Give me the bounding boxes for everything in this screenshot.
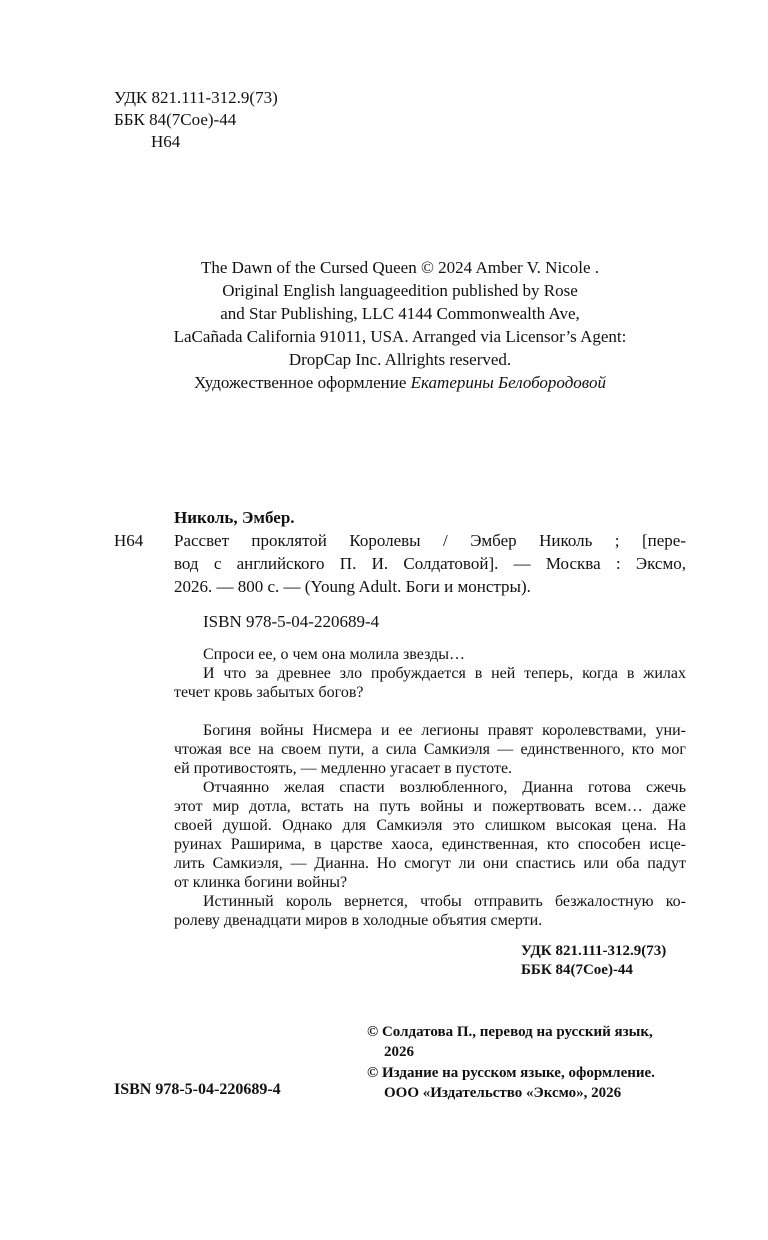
annotation-line: руинах Раширима, в царстве хаоса, единственная, кто способен исце-: [174, 836, 686, 853]
annotation-teaser-line: Спроси ее, о чем она молила звезды…: [203, 646, 465, 663]
author-mark: Н64: [151, 132, 181, 151]
catalog-isbn: ISBN 978-5-04-220689-4: [203, 612, 380, 631]
annotation-line: лить Самкиэля, — Дианна. Но смогут ли они спастись или оба падут: [174, 855, 686, 872]
annotation-line: ролеву двенадцати миров в холодные объятия смерти.: [174, 912, 543, 929]
design-credit-prefix: Художественное оформление: [194, 373, 411, 392]
annotation-line: своей душой. Однако для Самкиэля это слишком высокая цена. На: [174, 817, 686, 834]
udk-code: УДК 821.111-312.9(73): [114, 88, 278, 107]
footer-udk-code: УДК 821.111-312.9(73): [521, 943, 667, 959]
design-credit: [114, 373, 686, 393]
footer-bbk-code: ББК 84(7Сое)-44: [521, 962, 633, 978]
annotation-line: чтожая все на своем пути, а сила Самкиэля — единственного, кто мог: [174, 741, 686, 758]
catalog-mark: Н64: [114, 531, 144, 550]
annotation-line: от клинка богини войны?: [174, 874, 348, 891]
copyright-line: © Солдатова П., перевод на русский язык,: [367, 1024, 653, 1040]
catalog-title-line: 2026. — 800 с. — (Young Adult. Боги и монстры).: [174, 577, 531, 596]
rights-line: The Dawn of the Cursed Queen © 2024 Amber V. Nicole .: [200, 258, 599, 277]
annotation-line: ей противостоять, — медленно угасает в пустоте.: [174, 760, 513, 777]
rights-notice: [114, 256, 686, 371]
annotation-teaser-line: И что за древнее зло пробуждается в ней теперь, когда в жилах: [203, 665, 686, 682]
rights-line: DropCap Inc. Allrights reserved.: [288, 350, 512, 369]
annotation-line: Отчаянно желая спасти возлюбленного, Дианна готова сжечь: [203, 779, 686, 796]
bbk-code: ББК 84(7Сое)-44: [114, 110, 237, 129]
annotation-line: Истинный король вернется, чтобы отправить безжалостную ко-: [203, 893, 686, 910]
rights-line: LaCañada California 91011, USA. Arranged via Licensor’s Agent:: [173, 327, 627, 346]
design-credit-name: Екатерины Белобородовой: [410, 373, 606, 392]
copyright-line: ООО «Издательство «Эксмо», 2026: [384, 1085, 622, 1101]
copyright-line: © Издание на русском языке, оформление.: [367, 1065, 655, 1081]
annotation-teaser-line: течет кровь забытых богов?: [174, 684, 364, 701]
annotation-line: Богиня войны Нисмера и ее легионы правят королевствами, уни-: [203, 722, 686, 739]
rights-line: and Star Publishing, LLC 4144 Commonwealth Ave,: [220, 304, 580, 323]
annotation-line: этот мир дотла, встать на путь войны и пожертвовать всем… даже: [174, 798, 686, 815]
catalog-title-line: Рассвет проклятой Королевы / Эмбер Николь ; [пере-: [174, 531, 686, 550]
catalog-author: Николь, Эмбер.: [174, 508, 295, 527]
catalog-title-line: вод с английского П. И. Солдатовой]. — Москва : Эксмо,: [174, 554, 686, 573]
bottom-isbn: ISBN 978-5-04-220689-4: [114, 1081, 281, 1098]
rights-line: Original English languageedition published by Rose: [222, 281, 578, 300]
copyright-line: 2026: [384, 1044, 414, 1060]
